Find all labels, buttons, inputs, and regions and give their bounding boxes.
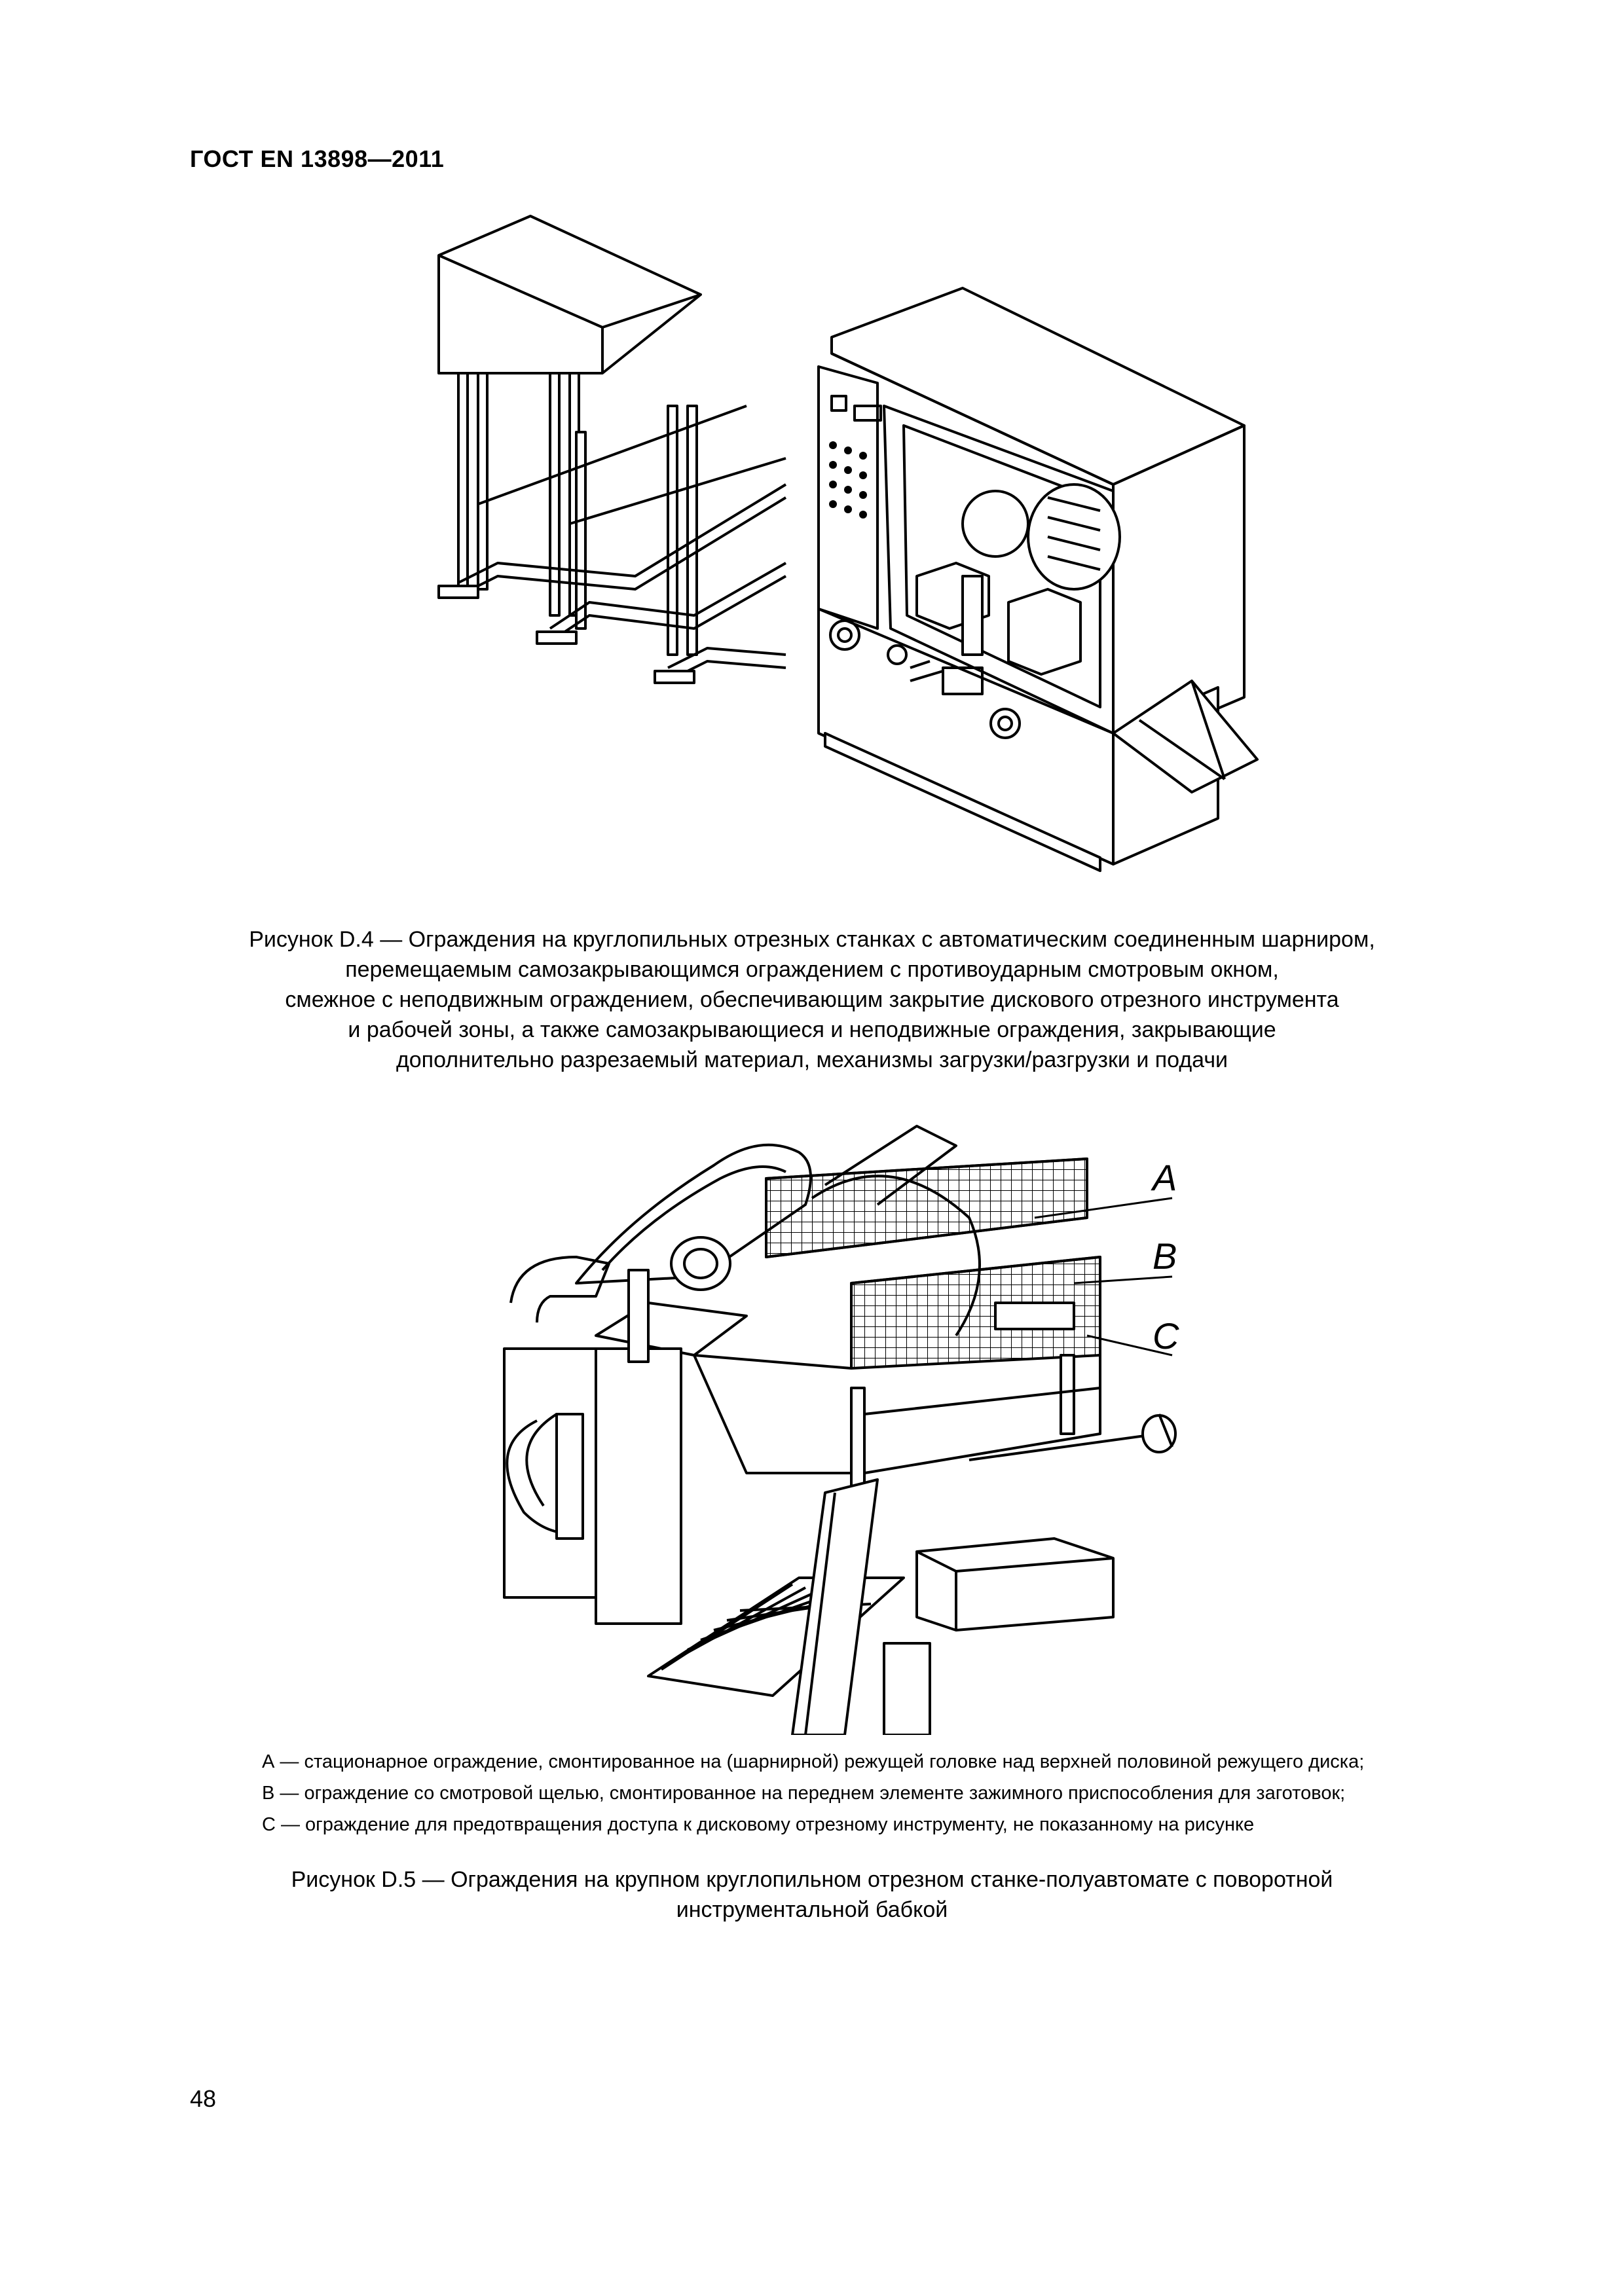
figure-d4-illustration xyxy=(419,210,1283,890)
figure-d5-caption xyxy=(131,1865,1493,1925)
legend-item-a: А — стационарное ограждение, смонтированное на (шарнирной) режущей головке над верхней половиной режущего диска; xyxy=(262,1751,1365,1772)
legend-item-b: В — ограждение со смотровой щелью, смонтированное на переднем элементе зажимного приспособления для заготовок; xyxy=(262,1783,1346,1804)
caption-line: и рабочей зоны, а также самозакрывающиеся и неподвижные ограждения, закрывающие xyxy=(348,1017,1276,1042)
caption-line: дополнительно разрезаемый материал, механизмы загрузки/разгрузки и подачи xyxy=(396,1048,1228,1072)
document-header: ГОСТ EN 13898—2011 xyxy=(190,145,445,172)
figure-d4-caption xyxy=(131,924,1493,1075)
caption-line: Рисунок D.4 — Ограждения на круглопильных отрезных станках с автоматическим соединенным шарниром, xyxy=(249,927,1375,952)
caption-line: смежное с неподвижным ограждением, обеспечивающим закрытие дискового отрезного инструмента xyxy=(285,987,1339,1012)
guard-label-b: B xyxy=(1153,1235,1177,1277)
caption-line: Рисунок D.5 — Ограждения на крупном круглопильном отрезном станке-полуавтомате с поворотной xyxy=(291,1867,1333,1892)
guard-label-c: C xyxy=(1153,1315,1179,1357)
figure-d5-illustration xyxy=(498,1106,1231,1735)
legend-item-c: С — ограждение для предотвращения доступа к дисковому отрезному инструменту, не показанному на рисунке xyxy=(262,1814,1255,1835)
figure-d5-legend xyxy=(262,1746,1539,1840)
caption-line: инструментальной бабкой xyxy=(676,1897,948,1922)
caption-line: перемещаемым самозакрывающимся ограждением с противоударным смотровым окном, xyxy=(345,957,1279,982)
guard-label-a: A xyxy=(1153,1157,1177,1198)
page-number: 48 xyxy=(190,2085,217,2112)
